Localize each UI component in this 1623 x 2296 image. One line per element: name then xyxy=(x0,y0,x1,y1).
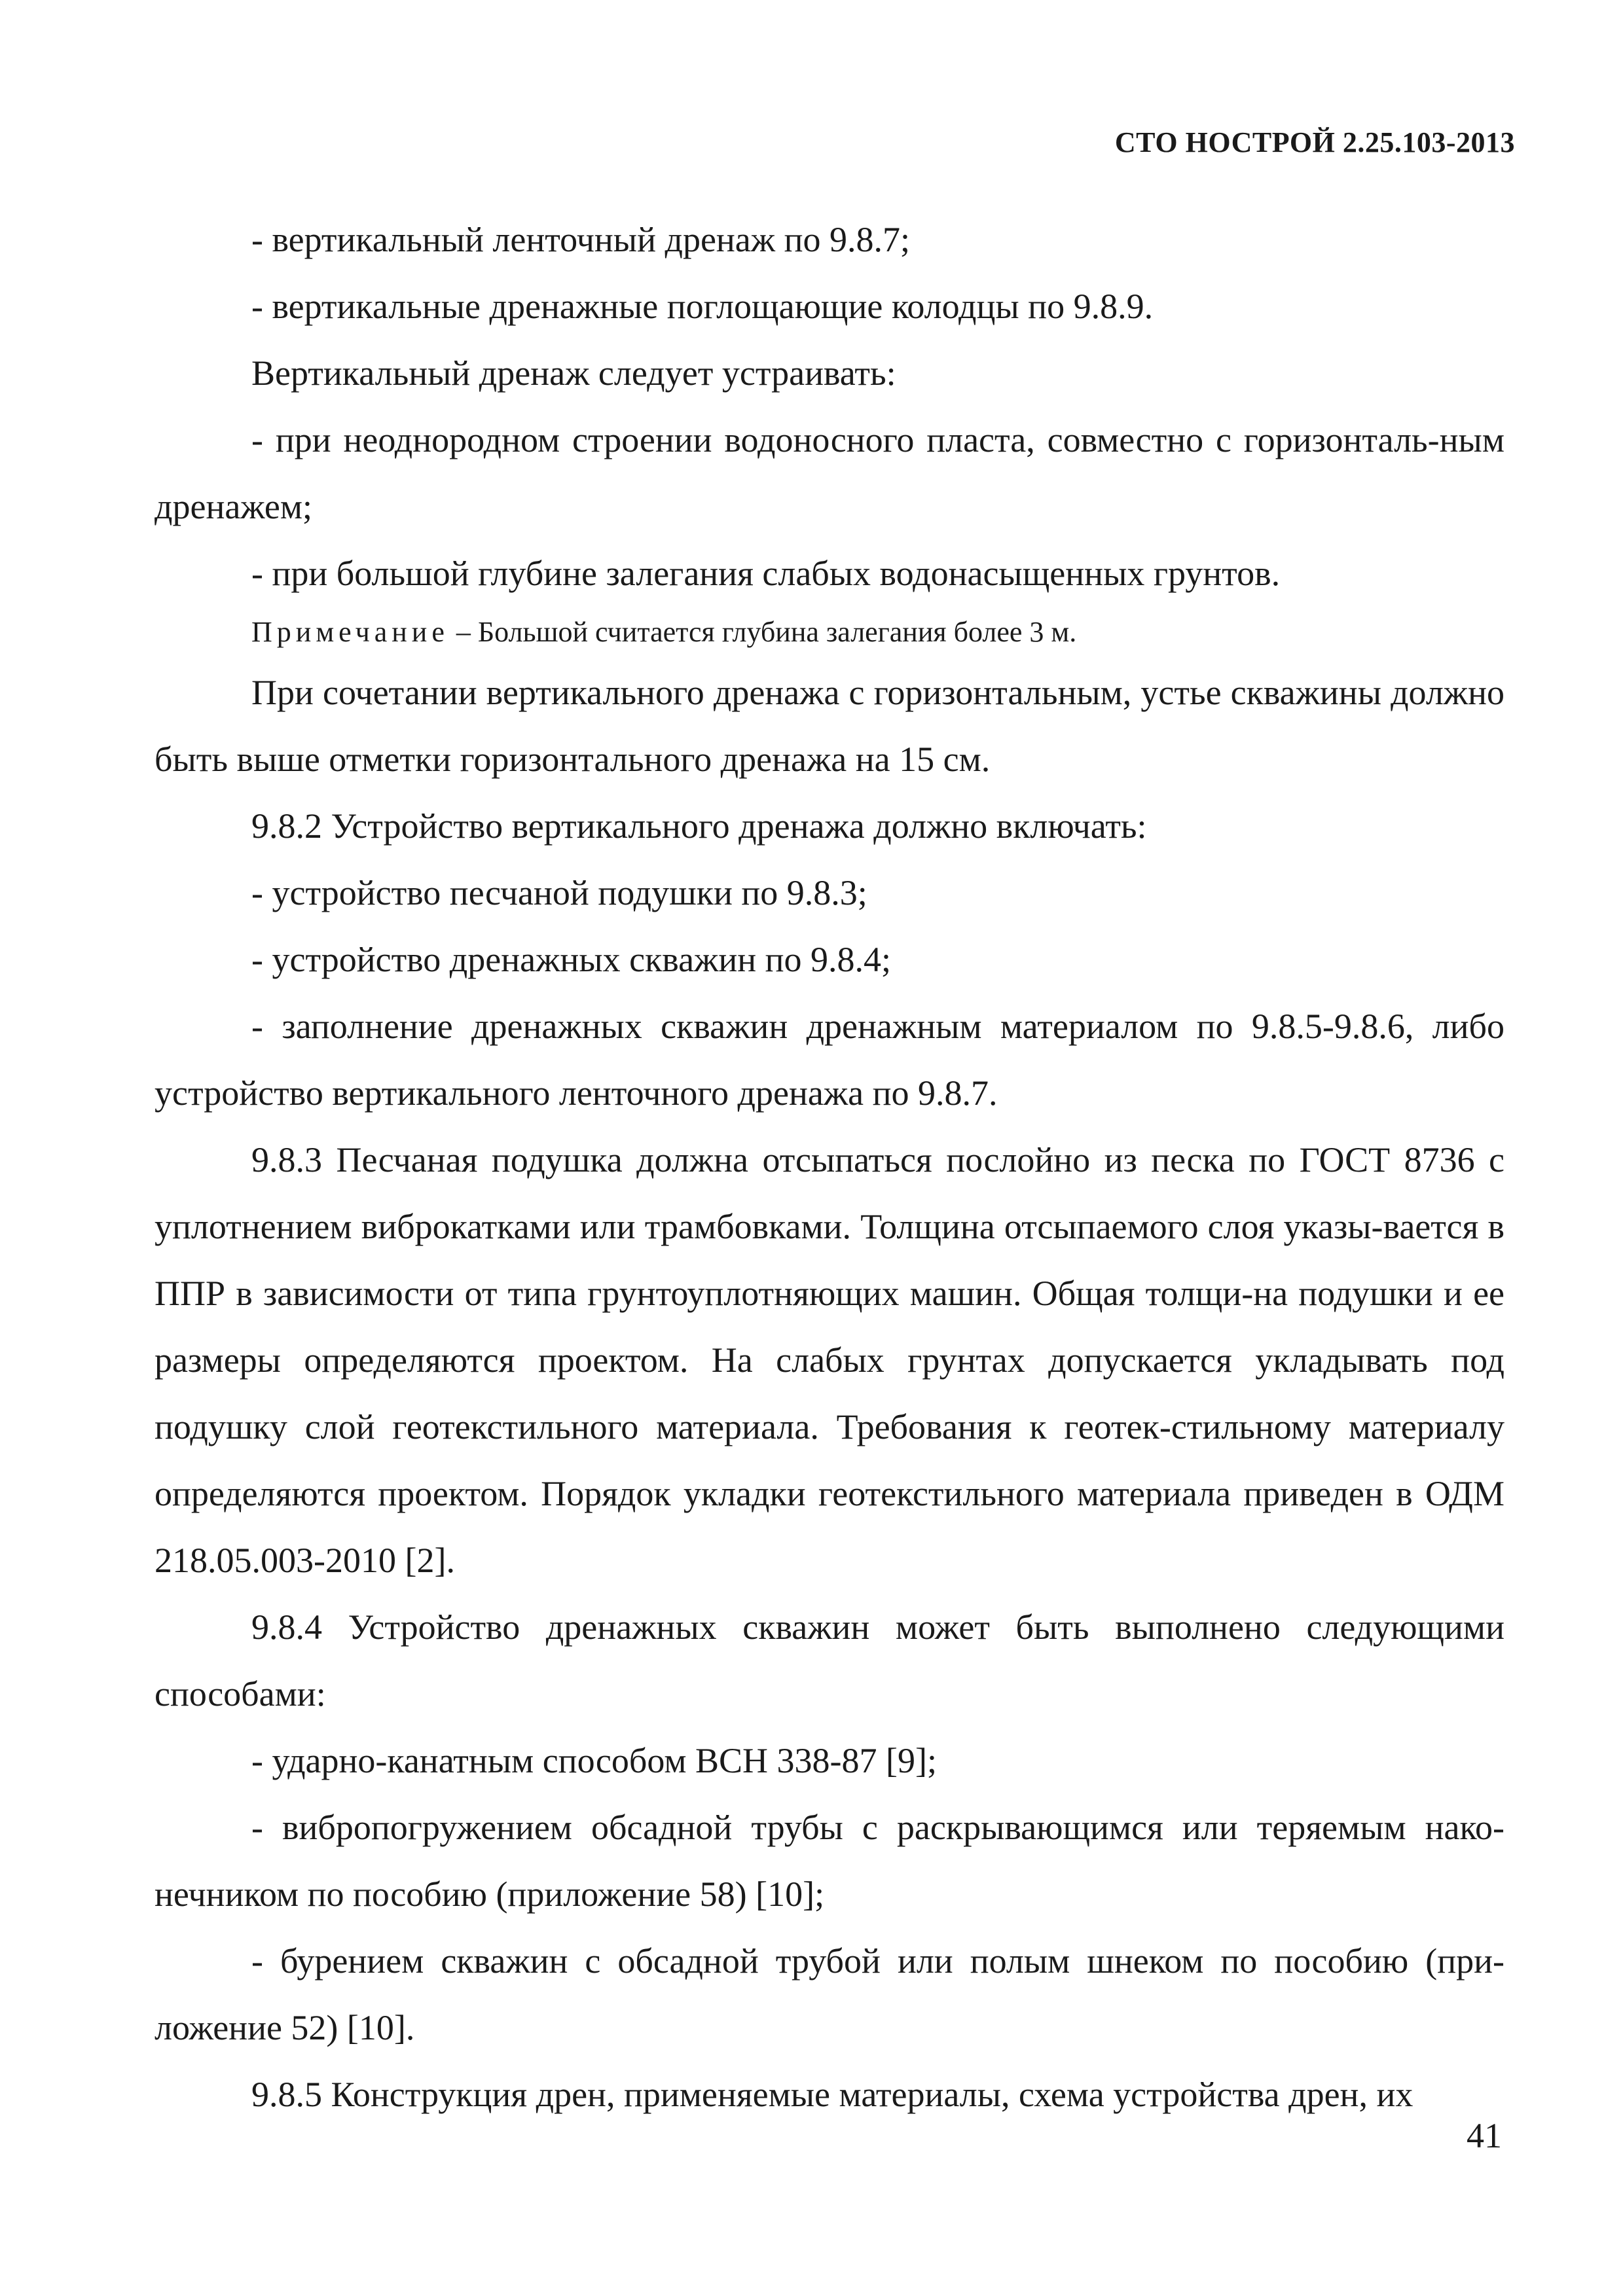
paragraph: - при неоднородном строении водоносного пласта, совместно с горизонталь-ным дренажем; xyxy=(155,420,1504,526)
paragraph: 9.8.4 Устройство дренажных скважин может быть выполнено следующими способами: xyxy=(155,1607,1504,1713)
paragraph: 9.8.3 Песчаная подушка должна отсыпаться послойно из песка по ГОСТ 8736 с уплотнением виброкатками или трамбовками. Толщина отсыпаемого слоя указы-вается в ППР в зависимости от типа грунтоуплотняющих машин. Общая толщи-на подушки и ее размеры определяются проектом. На слабых грунтах допускается укладывать под подушку слой геотекстильного материала. Требования к геотек-стильному материалу определяются проектом. Порядок укладки геотекстильного материала приведен в ОДМ 218.05.003-2010 [2]. xyxy=(155,1140,1504,1580)
paragraph: 9.8.2 Устройство вертикального дренажа должно включать: xyxy=(251,806,1147,846)
paragraph: - при большой глубине залегания слабых водонасыщенных грунтов. xyxy=(251,554,1281,593)
paragraph: 9.8.5 Конструкция дрен, применяемые материалы, схема устройства дрен, их xyxy=(251,2075,1413,2114)
paragraph: - ударно-канатным способом ВСН 338-87 [9]; xyxy=(251,1741,937,1780)
note-text: – Большой считается глубина залегания более 3 м. xyxy=(448,616,1077,648)
page-number: 41 xyxy=(1467,2116,1502,2155)
paragraph: - вибропогружением обсадной трубы с раскрывающимся или теряемым нако-нечником по пособию (приложение 58) [10]; xyxy=(155,1808,1504,1914)
document-header-code: СТО НОСТРОЙ 2.25.103-2013 xyxy=(1114,126,1515,158)
paragraph: - бурением скважин с обсадной трубой или полым шнеком по пособию (при-ложение 52) [10]. xyxy=(155,1941,1504,2047)
note-label: Примечание xyxy=(251,616,449,648)
document-body xyxy=(155,206,1504,2128)
paragraph: При сочетании вертикального дренажа с горизонтальным, устье скважины должно быть выше отметки горизонтального дренажа на 15 см. xyxy=(155,673,1504,779)
note xyxy=(155,607,1504,658)
paragraph: - устройство песчаной подушки по 9.8.3; xyxy=(251,873,867,912)
paragraph: - заполнение дренажных скважин дренажным материалом по 9.8.5-9.8.6, либо устройство вертикального ленточного дренажа по 9.8.7. xyxy=(155,1007,1504,1113)
paragraph: - устройство дренажных скважин по 9.8.4; xyxy=(251,940,892,979)
paragraph: Вертикальный дренаж следует устраивать: xyxy=(251,353,896,393)
paragraph: - вертикальный ленточный дренаж по 9.8.7; xyxy=(251,220,910,259)
paragraph: - вертикальные дренажные поглощающие колодцы по 9.8.9. xyxy=(251,287,1154,326)
